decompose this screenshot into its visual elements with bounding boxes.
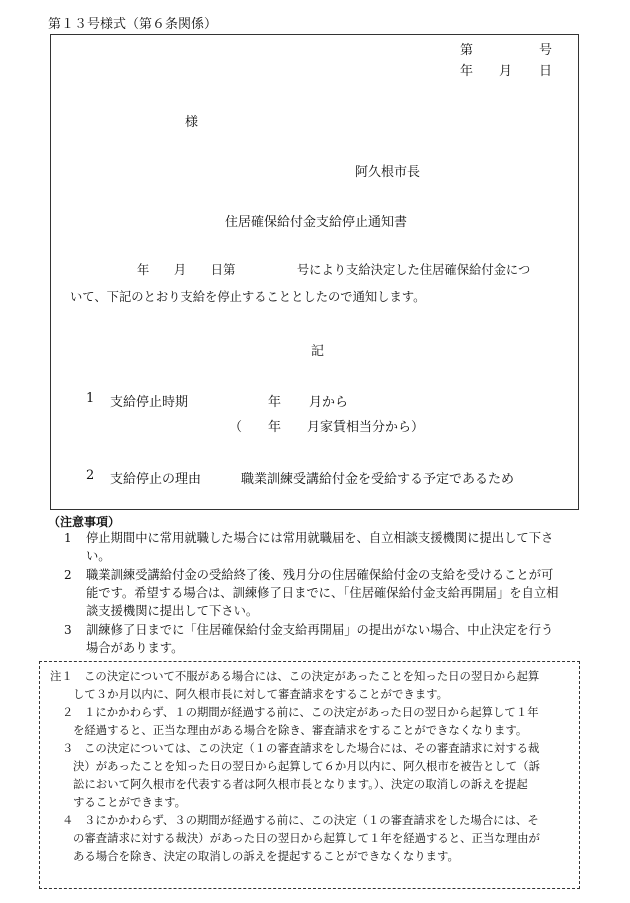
note-4-line-3: ある場合を除き、決定の取消しの訴えを提起することができなくなります。 <box>73 849 459 863</box>
document-title: 住居確保給付金支給停止通知書 <box>225 215 408 230</box>
form-number-title: 第１３号様式（第６条関係） <box>48 17 218 32</box>
issuer-name: 阿久根市長 <box>355 165 421 180</box>
item2-number: 2 <box>86 468 95 483</box>
number-label: 第 <box>460 43 474 58</box>
caution-1-line-2: い。 <box>86 549 111 563</box>
addressee-suffix: 様 <box>185 115 199 130</box>
item2-label: 支給停止の理由 <box>110 472 202 487</box>
notice-box <box>50 34 579 510</box>
body-line-1: 年 月 日第 号により支給決定した住居確保給付金につ <box>137 263 531 277</box>
item1-label: 支給停止時期 <box>110 395 189 410</box>
note-3-line-1: この決定については、この決定（１の審査請求をした場合には、その審査請求に対する裁 <box>84 741 540 755</box>
note-4-number: ４ <box>62 813 74 827</box>
caution-1-line-1: 停止期間中に常用就職した場合には常用就職届を、自立相談支援機関に提出して下さ <box>86 531 554 545</box>
note-1-line-2: して３か月以内に、阿久根市長に対して審査請求をすることができます。 <box>73 687 448 701</box>
caution-2-line-1: 職業訓練受講給付金の受給終了後、残月分の住居確保給付金の支給を受けることが可 <box>86 568 554 582</box>
caution-2-line-2: 能です。希望する場合は、訓練修了日までに、「住居確保給付金支給再開届」を自立相 <box>86 586 559 600</box>
legal-notes-box <box>39 661 580 889</box>
note-4-line-1: ３にかかわらず、３の期間が経過する前に、この決定（１の審査請求をした場合には、そ <box>84 813 539 827</box>
date-day: 日 <box>539 64 553 79</box>
date-month: 月 <box>499 64 513 79</box>
note-1-number: 注１ <box>50 669 73 683</box>
date-year: 年 <box>460 64 474 79</box>
note-4-line-2: の審査請求に対する裁決）があった日の翌日から起算して１年を経過すると、正当な理由が <box>73 831 540 845</box>
note-3-line-4: することができます。 <box>73 795 186 809</box>
caution-3-number: 3 <box>64 623 72 637</box>
caution-2-number: 2 <box>64 568 72 582</box>
note-3-number: ３ <box>62 741 74 755</box>
cautions-heading: （注意事項） <box>48 515 121 529</box>
body-line-2: いて、下記のとおり支給を停止することとしたので通知します。 <box>70 290 426 304</box>
item1-number: 1 <box>86 391 95 406</box>
note-2-number: ２ <box>62 705 74 719</box>
item1-month-from: 月から <box>309 395 349 410</box>
caution-2-line-3: 談支援機関に提出して下さい。 <box>86 604 259 618</box>
item1-rent-period: （ 年 月家賃相当分から） <box>229 420 425 435</box>
item2-reason: 職業訓練受講給付金を受給する予定であるため <box>241 472 515 487</box>
note-3-line-3: 訟において阿久根市を代表する者は阿久根市長となります。）、決定の取消しの訴えを提起 <box>73 777 528 791</box>
caution-3-line-2: 場合があります。 <box>86 641 184 655</box>
note-3-line-2: 決）があったことを知った日の翌日から起算して６か月以内に、阿久根市を被告として（訴 <box>73 759 540 773</box>
note-2-line-2: を経過すると、正当な理由がある場合を除き、審査請求をすることができなくなります。 <box>73 723 528 737</box>
item1-year: 年 <box>268 395 282 410</box>
number-suffix: 号 <box>539 43 553 58</box>
note-2-line-1: １にかかわらず、１の期間が経過する前に、この決定があった日の翌日から起算して１年 <box>84 705 539 719</box>
ki-heading: 記 <box>311 344 325 359</box>
caution-3-line-1: 訓練修了日までに「住居確保給付金支給再開届」の提出がない場合、中止決定を行う <box>86 623 554 637</box>
note-1-line-1: この決定について不服がある場合には、この決定があったことを知った日の翌日から起算 <box>84 669 540 683</box>
caution-1-number: 1 <box>64 531 72 545</box>
